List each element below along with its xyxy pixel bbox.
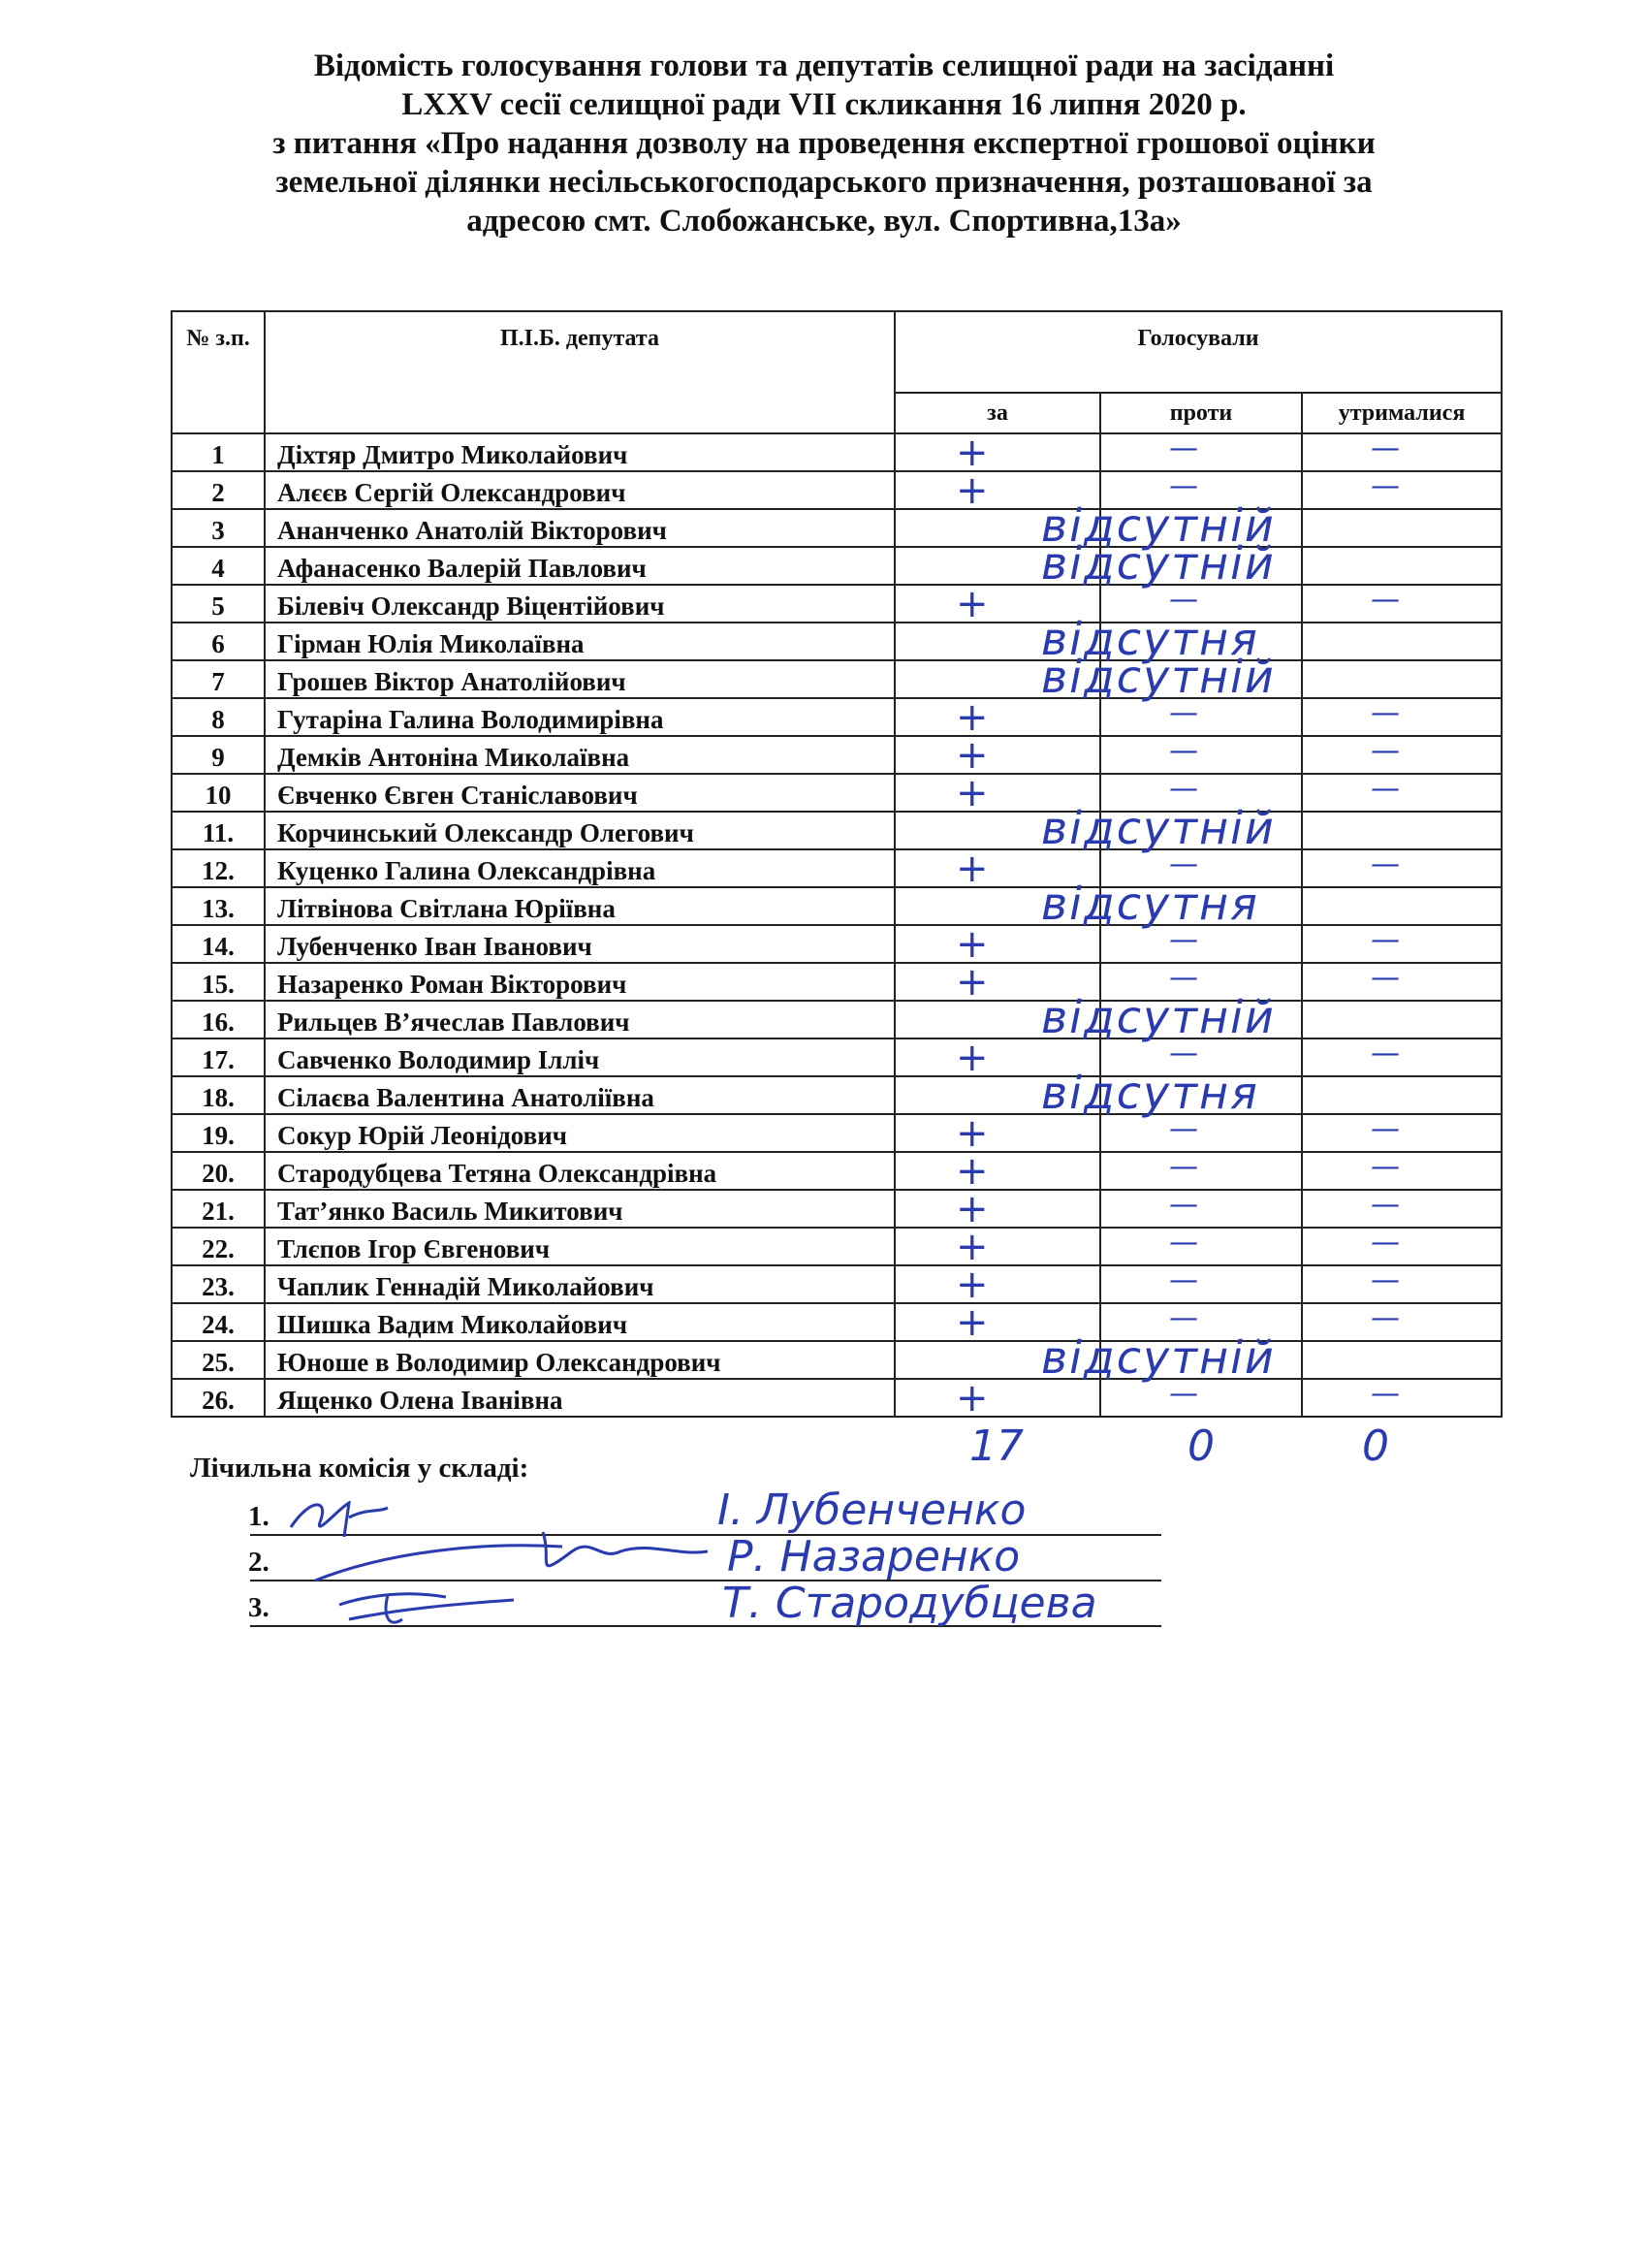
commission-name-1: І. Лубенченко (717, 1485, 1027, 1535)
absent-mark: відсутня (1041, 1067, 1259, 1119)
plus-mark: + (956, 1376, 989, 1421)
dash-mark: — (1371, 431, 1400, 465)
deputy-name: Гірман Юлія Миколаївна (265, 623, 895, 660)
vote-for (895, 1149, 1100, 1194)
deputy-name: Ященко Олена Іванівна (265, 1379, 895, 1417)
commission-name-3: Т. Стародубцева (722, 1579, 1097, 1628)
absent-mark: відсутня (1041, 878, 1259, 930)
table-row (172, 1001, 1502, 1038)
title-line-1: Відомість голосування голови та депутатів селищної ради на засіданні (313, 48, 1335, 83)
row-number: 26. (172, 1379, 265, 1417)
dash-mark: — (1371, 923, 1400, 957)
vote-against (1100, 1114, 1302, 1152)
deputy-name: Тлєпов Ігор Євгенович (265, 1228, 895, 1265)
dash-mark: — (1371, 1037, 1400, 1070)
absent-mark: відсутній (1041, 651, 1276, 703)
dash-mark: — (1169, 696, 1198, 730)
deputy-name: Євченко Євген Станіславович (265, 774, 895, 812)
row-number: 17. (172, 1038, 265, 1076)
vote-abstain (1302, 1228, 1502, 1265)
dash-mark: — (1371, 1188, 1400, 1222)
vote-abstain (1302, 1001, 1502, 1038)
dash-mark: — (1169, 1150, 1198, 1184)
total-for: 17 (969, 1421, 1024, 1471)
row-number: 5 (172, 585, 265, 623)
dash-mark: — (1169, 847, 1198, 881)
table-row (172, 736, 1502, 774)
vote-abstain (1302, 812, 1502, 849)
header-against: проти (1100, 393, 1302, 433)
plus-mark: + (956, 1300, 989, 1345)
table-row (172, 585, 1502, 623)
plus-mark: + (956, 960, 989, 1005)
plus-mark: + (956, 733, 989, 778)
plus-mark: + (956, 1149, 989, 1194)
plus-mark: + (956, 1187, 989, 1231)
vote-abstain (1302, 1303, 1502, 1341)
dash-mark: — (1371, 469, 1400, 503)
dash-mark: — (1169, 431, 1198, 465)
vote-for (895, 537, 1276, 590)
table-row (172, 887, 1502, 925)
header-voted: Голосували (895, 311, 1502, 393)
deputy-name: Сокур Юрій Леонідович (265, 1114, 895, 1152)
vote-abstain (1302, 623, 1502, 660)
dash-mark: — (1371, 847, 1400, 881)
plus-mark: + (956, 771, 989, 815)
absent-mark: відсутня (1041, 613, 1259, 665)
vote-for (895, 651, 1276, 703)
vote-for (895, 1376, 1100, 1421)
table-row (172, 660, 1502, 698)
table-row (172, 812, 1502, 849)
vote-abstain (1302, 925, 1502, 963)
plus-mark: + (956, 431, 989, 475)
table-row (172, 1076, 1502, 1114)
dash-mark: — (1169, 1263, 1198, 1297)
dash-mark: — (1371, 583, 1400, 617)
table-row (172, 849, 1502, 887)
deputy-name: Лубенченко Іван Іванович (265, 925, 895, 963)
deputy-name: Ананченко Анатолій Вікторович (265, 509, 895, 547)
deputy-name: Шишка Вадим Миколайович (265, 1303, 895, 1341)
commission-label: Лічильна комісія у складі: (190, 1453, 529, 1484)
dash-mark: — (1371, 696, 1400, 730)
table-row (172, 433, 1502, 471)
dash-mark: — (1169, 1188, 1198, 1222)
table-row (172, 623, 1502, 660)
vote-abstain (1302, 698, 1502, 736)
plus-mark: + (956, 582, 989, 626)
vote-against (1100, 1001, 1302, 1038)
row-number: 24. (172, 1303, 265, 1341)
dash-mark: — (1169, 1226, 1198, 1260)
row-number: 1 (172, 433, 265, 471)
table-row (172, 471, 1502, 509)
deputy-name: Корчинський Олександр Олегович (265, 812, 895, 849)
vote-for (895, 1067, 1259, 1119)
vote-against (1100, 1341, 1302, 1379)
vote-abstain (1302, 585, 1502, 623)
deputy-name: Алєєв Сергій Олександрович (265, 471, 895, 509)
table-row (172, 1114, 1502, 1152)
table-row (172, 774, 1502, 812)
row-number: 14. (172, 925, 265, 963)
row-number: 19. (172, 1114, 265, 1152)
table-row (172, 1265, 1502, 1303)
vote-for (895, 878, 1259, 930)
plus-mark: + (956, 1225, 989, 1269)
row-number: 10 (172, 774, 265, 812)
table-row (172, 1341, 1502, 1379)
dash-mark: — (1169, 1301, 1198, 1335)
vote-abstain (1302, 1341, 1502, 1379)
absent-mark: відсутній (1041, 537, 1276, 590)
dash-mark: — (1169, 1112, 1198, 1146)
row-number: 22. (172, 1228, 265, 1265)
row-number: 15. (172, 963, 265, 1001)
row-number: 12. (172, 849, 265, 887)
vote-abstain (1302, 509, 1502, 547)
plus-mark: + (956, 922, 989, 967)
row-number: 18. (172, 1076, 265, 1114)
table-row (172, 1303, 1502, 1341)
deputy-name: Літвінова Світлана Юріївна (265, 887, 895, 925)
vote-abstain (1302, 1379, 1502, 1417)
vote-against (1100, 925, 1302, 963)
vote-for (895, 431, 1100, 475)
title-line-2: LXXV сесії селищної ради VII скликання 16 липня 2020 р. (401, 87, 1247, 122)
table-row (172, 1379, 1502, 1417)
row-number: 6 (172, 623, 265, 660)
dash-mark: — (1371, 1226, 1400, 1260)
title-line-5: адресою смт. Слобожанське, вул. Спортивна,13а» (466, 204, 1182, 239)
vote-for (895, 695, 1100, 740)
dash-mark: — (1371, 1263, 1400, 1297)
table-row (172, 1038, 1502, 1076)
vote-against (1100, 1152, 1302, 1190)
signature-3 (330, 1576, 523, 1644)
vote-against (1100, 812, 1302, 849)
vote-against (1100, 736, 1302, 774)
absent-mark: відсутній (1041, 499, 1276, 552)
commission-name-2: Р. Назаренко (727, 1532, 1021, 1581)
header-name: П.І.Б. депутата (265, 311, 895, 433)
vote-against (1100, 1228, 1302, 1265)
row-number: 16. (172, 1001, 265, 1038)
dash-mark: — (1169, 469, 1198, 503)
commission-num-3: 3. (248, 1592, 269, 1623)
dash-mark: — (1371, 734, 1400, 768)
deputy-name: Чаплик Геннадій Миколайович (265, 1265, 895, 1303)
plus-mark: + (956, 468, 989, 513)
title-line-4: земельної ділянки несільськогосподарського призначення, розташованої за (275, 165, 1373, 200)
table-row (172, 963, 1502, 1001)
total-abstain: 0 (1362, 1421, 1389, 1471)
deputy-name: Тат’янко Василь Микитович (265, 1190, 895, 1228)
row-number: 25. (172, 1341, 265, 1379)
deputy-name: Білевіч Олександр Віцентійович (265, 585, 895, 623)
absent-mark: відсутній (1041, 991, 1276, 1043)
dash-mark: — (1371, 1301, 1400, 1335)
row-number: 8 (172, 698, 265, 736)
vote-abstain (1302, 1038, 1502, 1076)
dash-mark: — (1371, 772, 1400, 806)
vote-against (1100, 887, 1302, 925)
header-abstain: утрималися (1302, 393, 1502, 433)
vote-abstain (1302, 660, 1502, 698)
vote-for (895, 1111, 1100, 1156)
deputy-name: Афанасенко Валерій Павлович (265, 547, 895, 585)
vote-abstain (1302, 433, 1502, 471)
dash-mark: — (1169, 734, 1198, 768)
vote-against (1100, 1265, 1302, 1303)
commission-num-1: 1. (248, 1501, 269, 1532)
dash-mark: — (1371, 961, 1400, 995)
table-row (172, 1190, 1502, 1228)
plus-mark: + (956, 1262, 989, 1307)
vote-abstain (1302, 1076, 1502, 1114)
row-number: 2 (172, 471, 265, 509)
vote-against (1100, 1076, 1302, 1114)
dash-mark: — (1169, 772, 1198, 806)
vote-abstain (1302, 736, 1502, 774)
row-number: 11. (172, 812, 265, 849)
row-number: 7 (172, 660, 265, 698)
vote-abstain (1302, 1152, 1502, 1190)
vote-abstain (1302, 849, 1502, 887)
table-row (172, 925, 1502, 963)
vote-for (895, 1262, 1100, 1307)
vote-for (895, 1187, 1100, 1231)
absent-mark: відсутній (1041, 802, 1276, 854)
vote-against (1100, 1190, 1302, 1228)
row-number: 21. (172, 1190, 265, 1228)
vote-abstain (1302, 1190, 1502, 1228)
vote-abstain (1302, 547, 1502, 585)
absent-mark: відсутній (1041, 1331, 1276, 1384)
vote-abstain (1302, 1114, 1502, 1152)
vote-against (1100, 547, 1302, 585)
vote-abstain (1302, 887, 1502, 925)
row-number: 20. (172, 1152, 265, 1190)
plus-mark: + (956, 1111, 989, 1156)
dash-mark: — (1371, 1150, 1400, 1184)
vote-against (1100, 660, 1302, 698)
vote-abstain (1302, 963, 1502, 1001)
dash-mark: — (1169, 1377, 1198, 1411)
header-for: за (895, 393, 1100, 433)
plus-mark: + (956, 695, 989, 740)
table-row (172, 1228, 1502, 1265)
row-number: 23. (172, 1265, 265, 1303)
vote-abstain (1302, 471, 1502, 509)
vote-for (895, 1225, 1100, 1269)
deputy-name: Савченко Володимир Ілліч (265, 1038, 895, 1076)
vote-against (1100, 433, 1302, 471)
table-row (172, 698, 1502, 736)
table-row (172, 509, 1502, 547)
dash-mark: — (1169, 583, 1198, 617)
vote-abstain (1302, 1265, 1502, 1303)
deputy-name: Сілаєва Валентина Анатоліївна (265, 1076, 895, 1114)
plus-mark: + (956, 1036, 989, 1080)
voting-table (171, 310, 1503, 1421)
document-title (145, 47, 1503, 240)
vote-against (1100, 698, 1302, 736)
deputy-name: Демків Антоніна Миколаївна (265, 736, 895, 774)
row-number: 4 (172, 547, 265, 585)
vote-for (895, 733, 1100, 778)
dash-mark: — (1169, 1037, 1198, 1070)
deputy-name: Назаренко Роман Вікторович (265, 963, 895, 1001)
title-line-3: з питання «Про надання дозволу на проведення експертної грошової оцінки (272, 126, 1376, 161)
table-row (172, 1152, 1502, 1190)
dash-mark: — (1169, 923, 1198, 957)
deputy-name: Гутаріна Галина Володимирівна (265, 698, 895, 736)
deputy-name: Куценко Галина Олександрівна (265, 849, 895, 887)
deputy-name: Діхтяр Дмитро Миколайович (265, 433, 895, 471)
row-number: 3 (172, 509, 265, 547)
table-row (172, 547, 1502, 585)
row-number: 13. (172, 887, 265, 925)
vote-for (895, 922, 1100, 967)
row-number: 9 (172, 736, 265, 774)
deputy-name: Рильцев В’ячеслав Павлович (265, 1001, 895, 1038)
table-body (172, 431, 1502, 1421)
total-against: 0 (1188, 1421, 1215, 1471)
plus-mark: + (956, 847, 989, 891)
deputy-name: Стародубцева Тетяна Олександрівна (265, 1152, 895, 1190)
dash-mark: — (1371, 1112, 1400, 1146)
dash-mark: — (1371, 1377, 1400, 1411)
vote-against (1100, 1379, 1302, 1417)
header-number: № з.п. (172, 311, 265, 433)
deputy-name: Грошев Віктор Анатолійович (265, 660, 895, 698)
vote-for (895, 991, 1276, 1043)
deputy-name: Юноше в Володимир Олександрович (265, 1341, 895, 1379)
vote-for (895, 1331, 1276, 1384)
commission-num-2: 2. (248, 1547, 269, 1578)
vote-for (895, 802, 1276, 854)
dash-mark: — (1169, 961, 1198, 995)
vote-abstain (1302, 774, 1502, 812)
